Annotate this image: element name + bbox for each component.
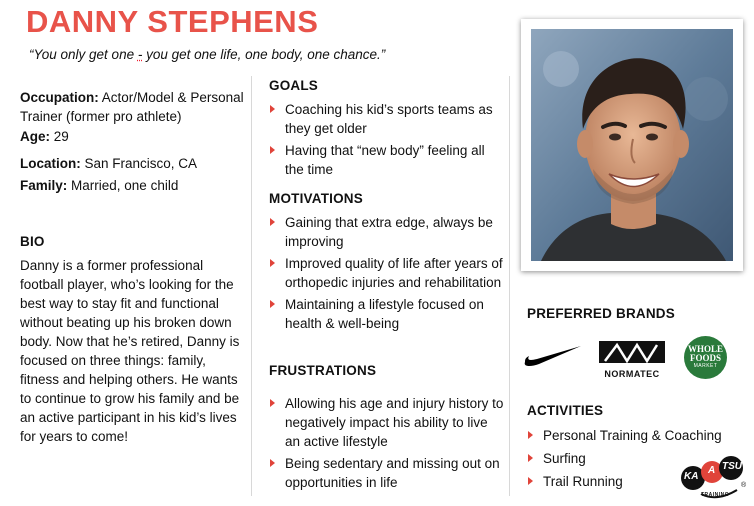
goals-heading: GOALS	[269, 78, 319, 93]
persona-quote	[29, 47, 385, 62]
bullet-arrow-icon	[270, 300, 275, 308]
kaatsu-registered: ®	[741, 482, 747, 489]
motivation-text: Gaining that extra edge, always be improving	[285, 215, 493, 249]
quote-start: “You only get one	[29, 47, 138, 62]
bullet-arrow-icon	[270, 218, 275, 226]
persona-photo-frame	[521, 19, 743, 271]
divider-left	[251, 76, 252, 496]
persona-photo	[531, 29, 733, 261]
normatec-text: NORMATEC	[604, 369, 660, 379]
frustrations-heading: FRUSTRATIONS	[269, 363, 377, 378]
goal-item	[269, 100, 505, 138]
frustration-item	[269, 454, 505, 492]
goals-list	[269, 100, 505, 182]
motivations-list	[269, 213, 505, 336]
motivation-text: Maintaining a lifestyle focused on health & well-being	[285, 297, 484, 331]
occupation-label: Occupation:	[20, 90, 99, 105]
location-label: Location:	[20, 156, 81, 171]
bullet-arrow-icon	[528, 477, 533, 485]
activity-text: Personal Training & Coaching	[543, 428, 722, 443]
quote-end: you get one life, one body, one chance.”	[142, 47, 386, 62]
normatec-logo	[599, 341, 665, 379]
bio-text: Danny is a former professional football player, who’s looking for the best way to stay fit and functional without beating up his broken down body. Now that he’s retired, Danny is focused on three things: family, fitness and helping others. He wants to continue to grow his family and be an active participant in his kid’s lives for years to come!	[20, 258, 240, 444]
kaatsu-a: A	[708, 465, 716, 476]
occupation	[20, 88, 248, 126]
bullet-arrow-icon	[270, 146, 275, 154]
family	[20, 176, 248, 195]
motivation-item	[269, 254, 505, 292]
goal-text: Coaching his kid’s sports teams as they get older	[285, 102, 493, 136]
kaatsu-tsu: TSU	[722, 461, 742, 472]
motivation-item	[269, 213, 505, 251]
activity-text: Trail Running	[543, 474, 623, 489]
activities-heading: ACTIVITIES	[527, 403, 604, 418]
frustration-item	[269, 394, 505, 451]
bullet-arrow-icon	[270, 105, 275, 113]
bullet-arrow-icon	[270, 459, 275, 467]
persona-name: DANNY STEPHENS	[26, 4, 319, 39]
nike-swoosh-icon	[523, 340, 583, 368]
frustration-text: Being sedentary and missing out on opportunities in life	[285, 456, 500, 490]
location-value: San Francisco, CA	[84, 156, 198, 171]
wholefoods-word-market: MARKET	[693, 363, 718, 369]
bullet-arrow-icon	[528, 431, 533, 439]
motivation-item	[269, 295, 505, 333]
brands-heading: PREFERRED BRANDS	[527, 306, 675, 321]
kaatsu-training: TRAINING	[701, 492, 730, 498]
motivation-text: Improved quality of life after years of orthopedic injuries and rehabilitation	[285, 256, 503, 290]
age	[20, 127, 248, 146]
portrait-illustration	[531, 29, 733, 261]
age-label: Age:	[20, 129, 50, 144]
bio-heading: BIO	[20, 234, 45, 249]
location	[20, 154, 248, 173]
activity-item	[527, 426, 749, 445]
frustration-text: Allowing his age and injury history to negatively impact his ability to live an active lifestyle	[285, 396, 504, 449]
goal-text: Having that “new body” feeling all the time	[285, 143, 485, 177]
quote-dash: -	[137, 47, 143, 62]
nike-logo	[523, 340, 583, 373]
kaatsu-ka: KA	[684, 471, 699, 482]
whole-foods-logo	[684, 336, 727, 379]
kaatsu-logo	[681, 454, 749, 502]
frustrations-list	[269, 394, 505, 495]
activity-text: Surfing	[543, 451, 586, 466]
divider-right	[509, 76, 510, 496]
wholefoods-word-whole: WHOLE	[687, 344, 723, 354]
family-value: Married, one child	[71, 178, 179, 193]
family-label: Family:	[20, 178, 68, 193]
wholefoods-word-foods: FOODS	[689, 353, 721, 363]
motivations-heading: MOTIVATIONS	[269, 191, 363, 206]
age-value: 29	[53, 129, 69, 144]
normatec-mark-icon	[599, 341, 665, 363]
bullet-arrow-icon	[270, 399, 275, 407]
bullet-arrow-icon	[270, 259, 275, 267]
goal-item	[269, 141, 505, 179]
bullet-arrow-icon	[528, 454, 533, 462]
occupation-value: Actor/Model & Personal Trainer (former pro athlete)	[20, 90, 244, 124]
